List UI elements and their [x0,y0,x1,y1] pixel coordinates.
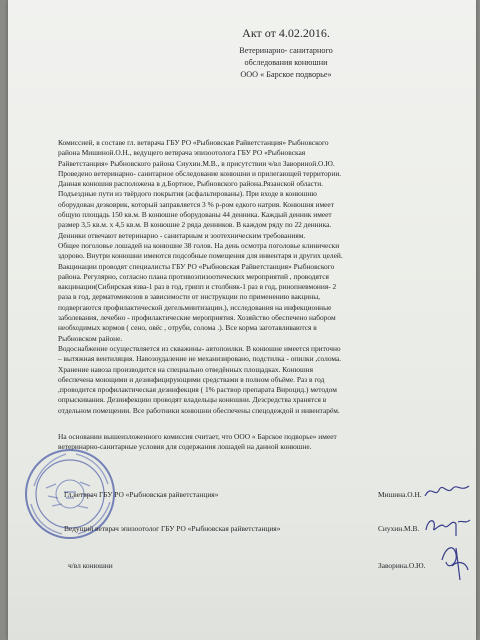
body-line: Подъездные пути из твёрдого покрытия (асфальтированы). При входе в конюшню [58,189,317,199]
signature-role: Ведущий ветврач эпизоотолог ГБУ РО «Рыбновская райветстанция» [64,524,281,533]
subtitle-line: ООО « Барское подворье» [240,70,332,79]
body-line: заболевания, лечебно - профилактические мероприятия. Хозяйство обеспечено набором [58,313,336,323]
subtitle-line: Ветеринарно- санитарного [239,46,333,55]
body-line: размер 3,5 кв.м. х 4,5 кв.м. В конюшне 2 ряда денников. В каждом ряду по 22 денника. [58,220,332,230]
conclusion-line: На основании вышеизложенного комиссия считает, что ООО « Барское подворье» имеет [58,432,337,441]
body-line: – вытяжная вентиляция. Навозоудаление не механизировано, подстилка - опилки ,солома. [58,354,342,364]
signature-role: Гл.ветврач ГБУ РО «Рыбновская райветстанция» [64,490,219,499]
signature-name: Мишина.О.Н. [378,490,422,499]
body-line: необходимых кормов ( сено, овёс , отруби, солома .). Все корма заготавливаются в [58,323,317,333]
body-line: Денники отвечают ветеринарно - санитарным и зоотехническим требованиям. [58,230,306,240]
body-line: Хранение навоза производится на специально отведённых площадках. Конюшня [58,364,314,374]
body-line: Водоснабжение осуществляется из скважины- автопоилки. В конюшне имеется приточно [58,343,341,353]
signature-name: Заворина.О.Ю. [378,561,426,570]
body-line: района Мишиной.О.Н., ведущего ветврача эпизоотолога ГБУ РО «Рыбновская [58,148,306,158]
handwritten-signature-icon [422,512,472,538]
document-body [58,138,453,416]
body-line: Рыбновском районе. [58,333,123,343]
body-line: Комиссией, в составе гл. ветврача ГБУ РО «Рыбновская Райветстанция» Рыбновского [58,138,329,147]
document-title: Акт от 4.02.2016. [242,26,330,40]
body-line: подвергаются профилактической дегельминтизации.), исследования на инфекционные [58,302,332,312]
body-line: обеспечена моющими и дезинфицирующими средствами в полном объёме. Раз в год [58,374,325,384]
body-line: здорово. Внутри конюшни имеются подсобные помещения для инвентаря и других целей. [58,251,343,261]
subtitle-line: обследования конюшни [244,58,328,67]
body-line: Вакцинации проводят специалисты ГБУ РО «Рыбновская Райветстанция» Рыбновского [58,261,335,271]
handwritten-signature-icon [423,480,471,502]
body-line: опрыскивания. Дезинфекцию проводят владельцы конюшни. Дезсредства хранятся в [58,395,327,405]
document-header [186,26,386,81]
body-line: общую площадь 150 кв.м. В конюшне оборудованы 44 денника. Каждый денник имеет [58,210,332,220]
body-line: оборудован дезковрик, который заправляется 3 % р-ром едкого натрия. Конюшня имеет [58,199,334,209]
document-subtitle [186,45,386,81]
body-line: района. Регулярно, согласно плана противоэпизоотических мероприятий , проводятся [58,271,329,281]
body-line: вакцинации(Сибирская язва-1 раз в год, грипп и столбняк-1 раз в год, ринопневмония- 2 [58,282,337,292]
body-line: отдельном помещении. Все работники конюшни обеспечены спецодеждой и инвентарём. [58,405,340,415]
conclusion-line: ветеринарно-санитарные условия для содержания лошадей на данной конюшне. [58,442,312,452]
body-line: Райветстанция» Рыбновского района Сиухин.М.В., в присутствии ч/вл Завориной.О.Ю. [58,158,335,168]
body-line: Проведено ветеринарно- санитарное обследование конюшни и прилегающей территории. [58,168,342,178]
handwritten-signature-icon [436,540,472,584]
body-line: Общее поголовье лошадей на конюшне 38 голов. На день осмотра поголовье клинически [58,240,340,250]
document-sheet [8,0,476,640]
signature-role: ч/вл конюшни [68,561,113,570]
signature-name: Сиухин.М.В. [378,524,420,533]
body-line: ,проводится профилактическая дезинфекция ( 1% раствор препарата Вироцид.) методом [58,385,337,395]
body-line: Данная конюшня расположена в д.Бортное, Рыбновского района.Рязанской области. [58,179,323,189]
body-line: раза в год, дерматомикозов в зависимости от инструкции по применению вакцины, [58,292,321,302]
